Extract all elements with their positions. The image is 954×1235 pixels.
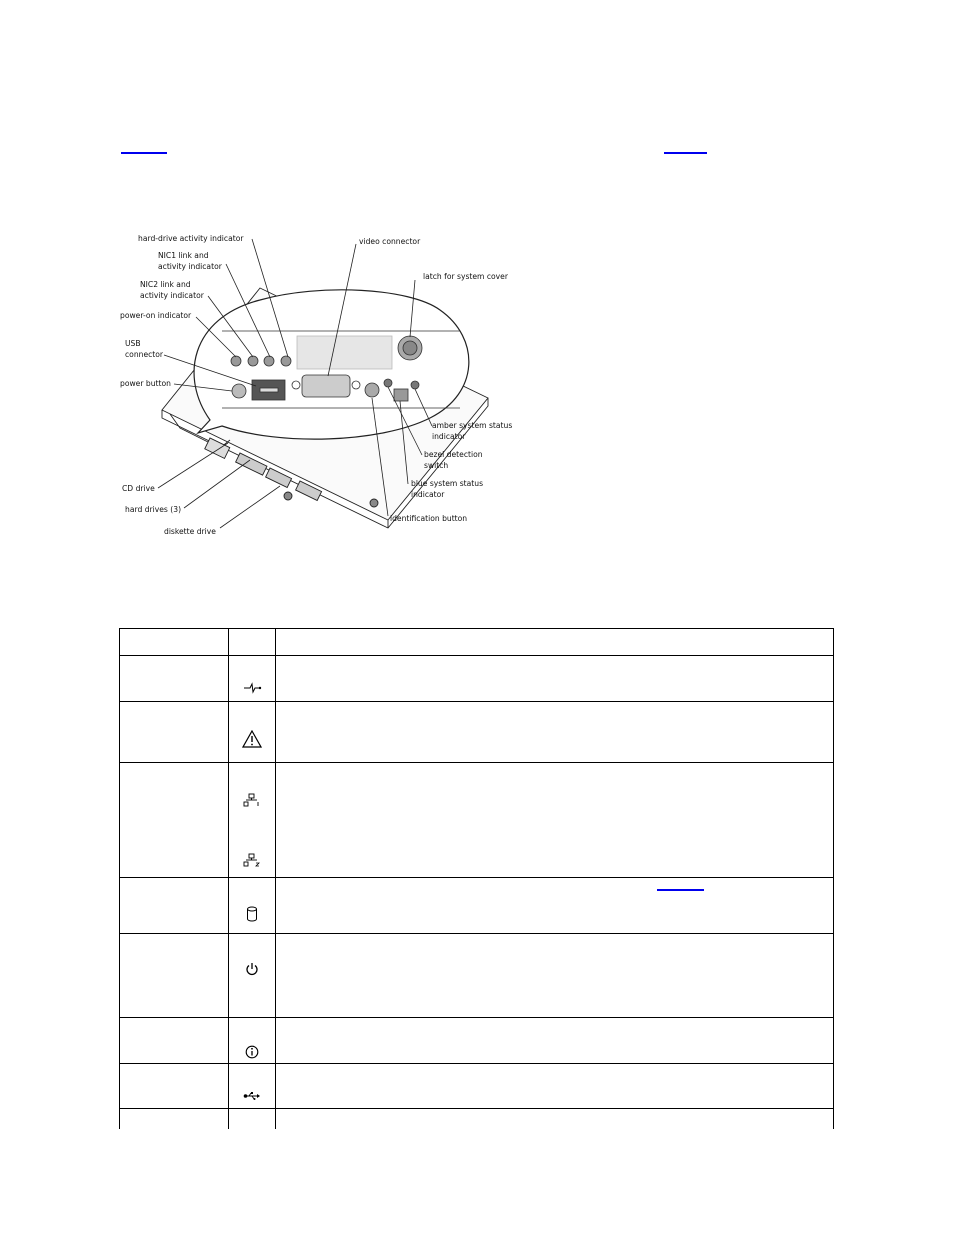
table-cell: [276, 702, 834, 763]
label-nic1-line1: NIC1 link and: [158, 251, 209, 260]
table-cell: [120, 878, 229, 934]
table-header-row: [120, 629, 834, 656]
table-cell: [229, 763, 276, 878]
label-latch: latch for system cover: [423, 272, 508, 281]
label-diskette: diskette drive: [164, 527, 216, 536]
label-hard-drive-activity: hard-drive activity indicator: [138, 234, 244, 243]
usb-icon: [243, 1091, 261, 1101]
label-amber-line1: amber system status: [432, 421, 513, 430]
table-cell: [276, 1064, 834, 1109]
table-cell: [229, 1109, 276, 1129]
label-power-on: power-on indicator: [120, 311, 192, 320]
label-bezel-line1: bezel detection: [424, 450, 483, 459]
network-icon: [243, 793, 261, 807]
table-cell: [276, 656, 834, 702]
table-row: [120, 1018, 834, 1064]
table-row: [120, 1064, 834, 1109]
table-cell: [229, 629, 276, 656]
label-nic2-line2: activity indicator: [140, 291, 204, 300]
table-row: [120, 763, 834, 878]
table-cell: [120, 763, 229, 878]
power-on-indicator-icon: [242, 680, 262, 694]
label-usb-line2: connector: [125, 350, 164, 359]
label-usb-line1: USB: [125, 339, 141, 348]
label-nic1-line2: activity indicator: [158, 262, 222, 271]
table-cell: [120, 1109, 229, 1129]
power-button-icon: [245, 962, 259, 976]
table-cell: [276, 878, 834, 934]
identification-icon: [245, 1045, 259, 1059]
table-cell: [120, 934, 229, 1018]
front-panel-diagram: [110, 228, 530, 538]
table-cell: [120, 1018, 229, 1064]
table-cell: [229, 702, 276, 763]
label-nic2-line1: NIC2 link and: [140, 280, 191, 289]
table-row: [120, 878, 834, 934]
table-row: [120, 702, 834, 763]
table-cell: [229, 1018, 276, 1064]
table-row: [120, 1109, 834, 1129]
label-hard-drives: hard drives (3): [125, 505, 182, 514]
table-cell: [229, 934, 276, 1018]
label-identification: identification button: [390, 514, 468, 523]
table-cell: [276, 1018, 834, 1064]
table-cell: [229, 1064, 276, 1109]
label-blue-line2: indicator: [411, 490, 445, 499]
indicator-table: [119, 628, 834, 1129]
label-blue-line1: blue system status: [411, 479, 484, 488]
table-row: [120, 934, 834, 1018]
table-cell: [120, 1064, 229, 1109]
table-cell: [229, 878, 276, 934]
nav-link-previous[interactable]: [121, 152, 167, 154]
hard-drive-cylinder-icon: [246, 906, 258, 922]
table-cell: [120, 656, 229, 702]
warning-triangle-icon: [242, 730, 262, 748]
label-amber-line2: indicator: [432, 432, 466, 441]
hard-drive-info-link[interactable]: [657, 889, 704, 891]
table-cell: [276, 934, 834, 1018]
nav-link-next[interactable]: [664, 152, 707, 154]
table-cell: [120, 702, 229, 763]
label-power-button: power button: [120, 379, 171, 388]
label-bezel-line2: switch: [424, 461, 449, 470]
table-cell: [229, 656, 276, 702]
table-row: [120, 656, 834, 702]
network-icon: [243, 853, 261, 867]
label-video-connector: video connector: [359, 237, 421, 246]
table-cell: [276, 1109, 834, 1129]
table-cell: [276, 629, 834, 656]
table-cell: [276, 763, 834, 878]
label-cd-drive: CD drive: [122, 484, 155, 493]
table-cell: [120, 629, 229, 656]
